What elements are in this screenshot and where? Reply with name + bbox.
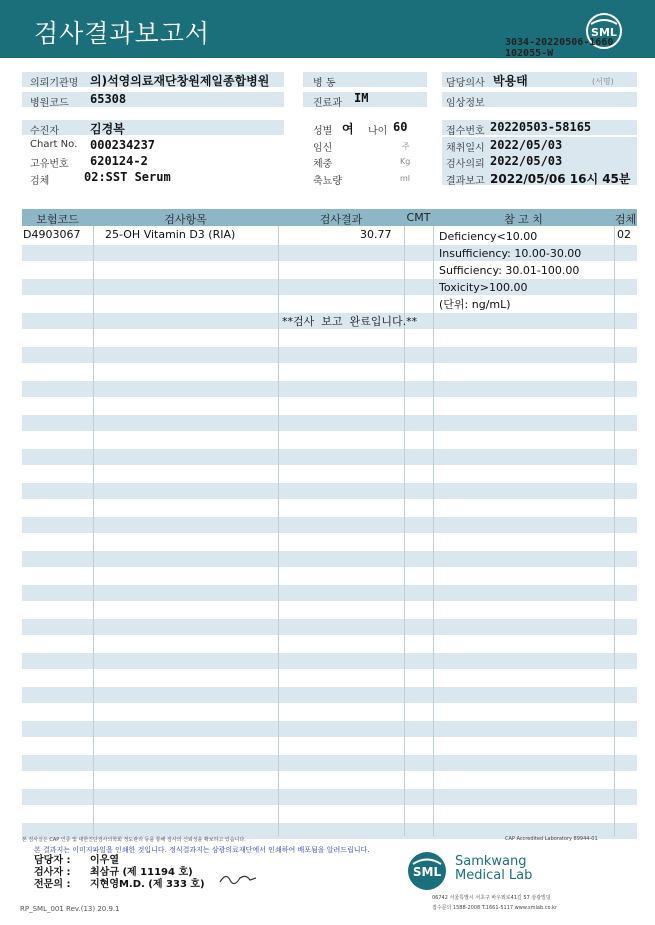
examiner-label: 검사자 : bbox=[34, 867, 71, 878]
specimen-label: 검체 bbox=[30, 176, 50, 187]
hospital-code-label: 병원코드 bbox=[30, 98, 69, 109]
row-test-item: 25-OH Vitamin D3 (RIA) bbox=[105, 228, 236, 241]
revision-note: RP_SML_001 Rev.(13) 20.9.1 bbox=[20, 905, 120, 913]
reference-line: Toxicity>100.00 bbox=[439, 281, 528, 294]
report-value: 2022/05/06 16시 45분 bbox=[490, 172, 631, 186]
signatures-labels bbox=[34, 855, 70, 891]
table-row-stripe bbox=[22, 347, 637, 363]
age-value: 60 bbox=[393, 120, 408, 134]
accession-label: 접수번호 bbox=[446, 126, 485, 137]
table-row-stripe bbox=[22, 483, 637, 499]
reference-line: Sufficiency: 30.01-100.00 bbox=[439, 264, 580, 277]
report-complete-message: **검사 보고 완료입니다.** bbox=[282, 315, 418, 328]
sex-label: 성별 bbox=[313, 126, 333, 137]
report-title: 검사결과보고서 bbox=[34, 19, 211, 48]
row-insurance-code: D4903067 bbox=[23, 228, 81, 241]
company-line2: Medical Lab bbox=[455, 868, 533, 883]
company-line1: Samkwang bbox=[455, 854, 527, 869]
col-insurance-code: 보험코드 bbox=[36, 213, 79, 226]
col-divider bbox=[614, 226, 615, 836]
ward-label: 병 동 bbox=[313, 78, 336, 89]
document-id-line1: 3034-20220506-1660 bbox=[505, 37, 614, 48]
collect-value: 2022/05/03 bbox=[490, 138, 563, 152]
table-row-stripe bbox=[22, 381, 637, 397]
weight-unit: Kg bbox=[400, 157, 411, 166]
reference-line: Insufficiency: 10.00-30.00 bbox=[439, 247, 582, 260]
table-row-stripe bbox=[22, 721, 637, 737]
institution-value: 의)석영의료재단창원제일종합병원 bbox=[90, 74, 270, 88]
reference-range bbox=[439, 228, 581, 313]
patient-value: 김경복 bbox=[90, 122, 125, 136]
request-label: 검사의뢰 bbox=[446, 159, 485, 170]
manager-value: 이우열 bbox=[90, 855, 119, 866]
svg-text:SML: SML bbox=[591, 26, 617, 39]
pregnancy-unit: 주 bbox=[402, 142, 410, 151]
sex-value: 여 bbox=[342, 122, 354, 136]
company-contact: 접수문의 1588-2008 T.1661-5117 www.smlab.co.kr bbox=[432, 905, 557, 911]
table-row-stripe bbox=[22, 551, 637, 567]
table-row-stripe bbox=[22, 653, 637, 669]
request-value: 2022/05/03 bbox=[490, 154, 563, 168]
row-result: 30.77 bbox=[360, 228, 392, 241]
doctor-seal: (서명) bbox=[592, 77, 614, 86]
specialist-label: 전문의 : bbox=[34, 879, 71, 890]
urine-unit: ml bbox=[400, 174, 411, 183]
patient-label: 수진자 bbox=[30, 126, 59, 137]
svg-text:SML: SML bbox=[412, 865, 442, 879]
chart-label: Chart No. bbox=[30, 139, 78, 150]
accreditation-note: 본 검사실은 CAP 인증 및 대한진단검사의학회 정도관리 등을 통해 검사의 신뢰성을 확보하고 있습니다. bbox=[22, 837, 246, 843]
signatures-values bbox=[90, 855, 205, 891]
specimen-value: 02:SST Serum bbox=[84, 170, 171, 184]
hospital-code-value: 65308 bbox=[90, 92, 127, 106]
examiner-value: 최삼규 (제 11194 호) bbox=[90, 867, 193, 878]
urine-label: 축뇨량 bbox=[313, 176, 342, 187]
table-row-stripe bbox=[22, 585, 637, 601]
table-row-stripe bbox=[22, 755, 637, 771]
signature-icon bbox=[218, 870, 258, 890]
cap-note: CAP Accredited Laboratory 89944-01 bbox=[505, 836, 598, 842]
dept-value: IM bbox=[354, 91, 369, 105]
unique-label: 고유번호 bbox=[30, 159, 69, 170]
table-row-stripe bbox=[22, 789, 637, 805]
manager-label: 담당자 : bbox=[34, 855, 71, 866]
table-row-stripe bbox=[22, 517, 637, 533]
col-cmt: CMT bbox=[406, 211, 431, 224]
results-table-header bbox=[22, 209, 637, 226]
col-result: 검사결과 bbox=[319, 213, 363, 226]
table-row-stripe bbox=[22, 415, 637, 431]
table-row-stripe bbox=[22, 687, 637, 703]
company-name bbox=[455, 855, 532, 883]
reference-line: (단위: ng/mL) bbox=[439, 298, 511, 311]
accession-value: 20220503-58165 bbox=[490, 120, 592, 134]
row-specimen: 02 bbox=[617, 228, 631, 241]
reference-line: Deficiency<10.00 bbox=[439, 230, 538, 243]
institution-label: 의뢰기관명 bbox=[30, 78, 79, 89]
report-label: 결과보고 bbox=[446, 176, 485, 187]
col-divider bbox=[278, 226, 279, 836]
patient-band bbox=[22, 120, 284, 135]
document-id bbox=[505, 37, 613, 59]
table-row-stripe bbox=[22, 449, 637, 465]
company-address: 06742 서울특별시 서초구 바우뫼로41길 57 삼광빌딩 bbox=[432, 895, 551, 901]
table-row-stripe bbox=[22, 619, 637, 635]
unique-value: 620124-2 bbox=[90, 154, 148, 168]
col-divider bbox=[93, 226, 94, 836]
chart-value: 000234237 bbox=[90, 138, 156, 152]
col-specimen: 검체 bbox=[614, 213, 637, 226]
print-notice: 본 결과지는 이미지파일을 인쇄한 것입니다. 정식결과지는 삼광의료재단에서 인쇄하여 배포됨을 알려드립니다. bbox=[34, 846, 370, 854]
age-label: 나이 bbox=[368, 126, 388, 137]
samkwang-logo-icon bbox=[406, 850, 448, 896]
dept-label: 진료과 bbox=[313, 98, 342, 109]
document-id-line2: 102055-W bbox=[505, 48, 554, 59]
weight-label: 체중 bbox=[313, 159, 333, 170]
col-divider bbox=[433, 226, 434, 836]
clinical-label: 임상정보 bbox=[446, 98, 485, 109]
specialist-value: 지현영M.D. (제 333 호) bbox=[90, 879, 205, 890]
collect-label: 채취일시 bbox=[446, 143, 485, 154]
col-reference: 참 고 치 bbox=[504, 213, 543, 226]
col-test-item: 검사항목 bbox=[164, 213, 207, 226]
pregnancy-label: 임신 bbox=[313, 143, 333, 154]
doctor-value: 박용태 bbox=[493, 74, 528, 88]
doctor-label: 담당의사 bbox=[446, 78, 485, 89]
